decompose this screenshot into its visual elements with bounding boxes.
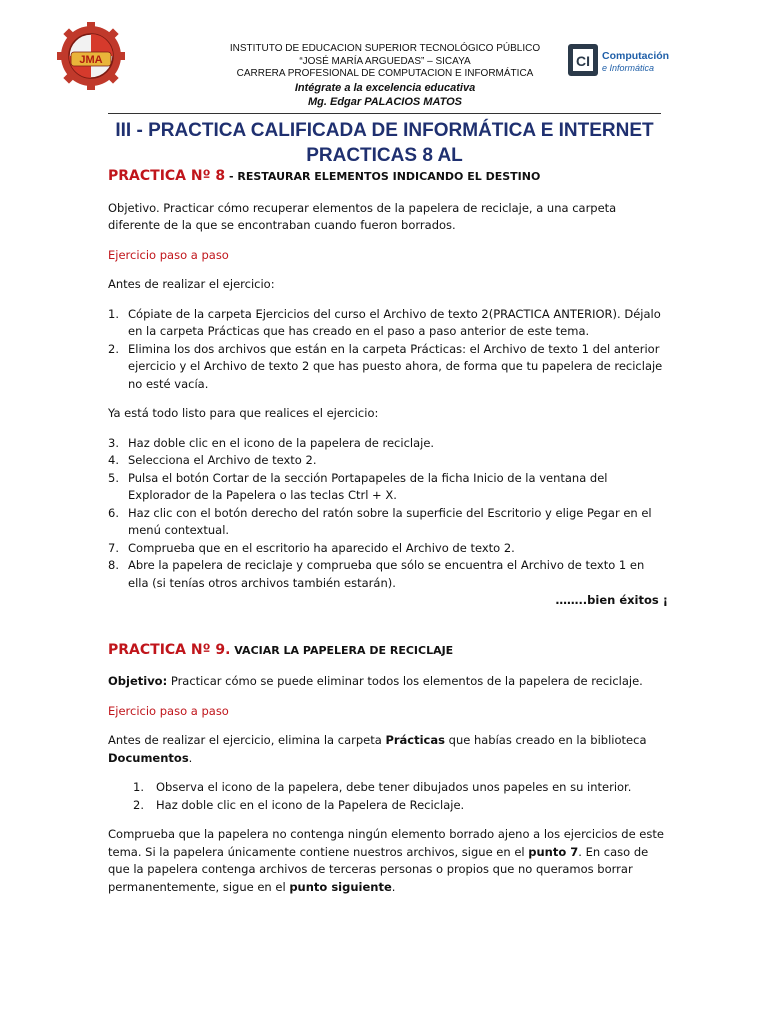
- institution-header: [170, 43, 600, 109]
- step-number: 8.: [108, 558, 119, 572]
- header-divider: [108, 113, 661, 114]
- step-text: Haz doble clic en el icono de la Papelera de Reciclaje.: [156, 797, 465, 812]
- practica9-intro: [108, 732, 668, 767]
- step-text: Comprueba que en el escritorio ha aparecido el Archivo de texto 2.: [128, 540, 515, 555]
- list-item: [108, 505, 668, 540]
- list-item: [108, 557, 668, 592]
- institute-name: INSTITUTO DE EDUCACION SUPERIOR TECNOLÓGICO PÚBLICO: [229, 43, 541, 54]
- practica9-objective: [108, 673, 668, 691]
- practica8-label: PRACTICA Nº 8: [108, 168, 226, 184]
- final-next-ref: punto siguiente: [289, 879, 392, 894]
- computacion-logo: [566, 42, 686, 78]
- step-text: Pulsa el botón Cortar de la sección Portapapeles de la ficha Inicio de la ventana del Explorador de la Papelera o las teclas Ctrl + X.: [128, 470, 608, 502]
- final-text: . En caso de que la papelera contenga archivos de terceras personas o propios que no queramos borrar permanentemente, sigue en el: [108, 844, 649, 894]
- step-text: Haz doble clic en el icono de la papelera de reciclaje.: [128, 435, 435, 450]
- practica9-section-heading: Ejercicio paso a paso: [108, 703, 229, 718]
- practica9-label: PRACTICA Nº 9.: [108, 641, 231, 658]
- title-line-1: III - PRACTICA CALIFICADA DE INFORMÁTICA E INTERNET: [115, 120, 654, 141]
- practica8-objective: Objetivo. Practicar cómo recuperar elementos de la papelera de reciclaje, a una carpeta diferente de la que se encontraban cuando fueron borrados.: [108, 200, 617, 232]
- career-name: CARRERA PROFESIONAL DE COMPUTACION E INFORMÁTICA: [236, 68, 534, 79]
- step-number: 3.: [108, 435, 119, 450]
- practica8-pre-steps: [108, 306, 668, 394]
- logo-text: JMA: [79, 54, 103, 66]
- intro-library: Documentos: [108, 750, 189, 765]
- page-title: [108, 118, 661, 168]
- logo-line1: Computación: [602, 50, 670, 62]
- final-text: .: [391, 879, 396, 894]
- step-text: Cópiate de la carpeta Ejercicios del curso el Archivo de texto 2(PRACTICA ANTERIOR). Déjalo en la carpeta Prácticas que has creado en el paso a paso anterior de este tema.: [128, 306, 661, 338]
- logo-line2: e Informática: [602, 63, 655, 73]
- title-line-2: PRACTICAS 8 AL: [306, 145, 463, 166]
- jma-logo: [57, 22, 125, 90]
- practica8-heading: [108, 168, 668, 186]
- final-point-ref: punto 7: [528, 844, 579, 859]
- practica9-steps: [108, 779, 668, 814]
- document-body: [108, 168, 668, 908]
- intro-text: Antes de realizar el ejercicio, elimina la carpeta: [108, 733, 386, 747]
- school-name: “JOSÉ MARÍA ARGUEDAS” – SICAYA: [299, 55, 471, 67]
- practica8-ready: Ya está todo listo para que realices el ejercicio:: [108, 406, 379, 420]
- step-number: 1.: [108, 306, 119, 321]
- list-item: [108, 452, 668, 470]
- final-text: Comprueba que la papelera no contenga ningún elemento borrado ajeno a los ejercicios de este tema. Si la papelera únicamente contiene nuestros archivos, sigue en el: [108, 827, 664, 859]
- practica8-subtitle: - RESTAURAR ELEMENTOS INDICANDO EL DESTINO: [225, 170, 541, 183]
- list-item: [108, 341, 668, 394]
- practica9-final: [108, 826, 668, 896]
- list-item: [108, 797, 668, 815]
- step-text: Selecciona el Archivo de texto 2.: [128, 453, 317, 467]
- list-item: [108, 470, 668, 505]
- practica8-steps: [108, 435, 668, 593]
- practica8-before: Antes de realizar el ejercicio:: [108, 277, 275, 291]
- intro-folder: Prácticas: [385, 733, 445, 747]
- intro-text: .: [188, 750, 193, 765]
- practica8-closing: ……..bien éxitos ¡: [555, 593, 668, 607]
- list-item: [108, 435, 668, 453]
- step-number: 5.: [108, 470, 119, 485]
- teacher-name: Mg. Edgar PALACIOS MATOS: [307, 95, 462, 108]
- practica9-heading: [108, 642, 668, 660]
- step-text: Abre la papelera de reciclaje y comprueba que sólo se encuentra el Archivo de texto 1 en ella (si tenías otros archivos también estarán).: [128, 558, 645, 590]
- step-number: 6.: [108, 505, 119, 520]
- intro-text: que habías creado en la biblioteca: [444, 733, 647, 747]
- practica8-section-heading: Ejercicio paso a paso: [108, 247, 229, 262]
- step-text: Elimina los dos archivos que están en la carpeta Prácticas: el Archivo de texto 1 del anterior ejercicio y el Archivo de texto 2 que has puesto ahora, de forma que tu papelera de reciclaje no esté vacía.: [128, 341, 663, 391]
- step-number: 4.: [108, 453, 119, 467]
- practica9-subtitle: VACIAR LA PAPELERA DE RECICLAJE: [230, 643, 454, 657]
- list-item: [108, 540, 668, 558]
- objective-text: Practicar cómo se puede eliminar todos los elementos de la papelera de reciclaje.: [167, 674, 643, 688]
- logo-badge-text: CI: [576, 53, 590, 69]
- objective-label: Objetivo:: [108, 674, 168, 688]
- step-number: 1.: [133, 780, 144, 794]
- motto: Intégrate a la excelencia educativa: [294, 81, 476, 94]
- list-item: [108, 779, 668, 797]
- step-number: 2.: [108, 341, 119, 356]
- step-number: 2.: [133, 797, 144, 812]
- step-text: Observa el icono de la papelera, debe tener dibujados unos papeles en su interior.: [156, 780, 632, 794]
- step-number: 7.: [108, 540, 119, 555]
- step-text: Haz clic con el botón derecho del ratón sobre la superficie del Escritorio y elige Pegar en el menú contextual.: [128, 505, 652, 537]
- list-item: [108, 306, 668, 341]
